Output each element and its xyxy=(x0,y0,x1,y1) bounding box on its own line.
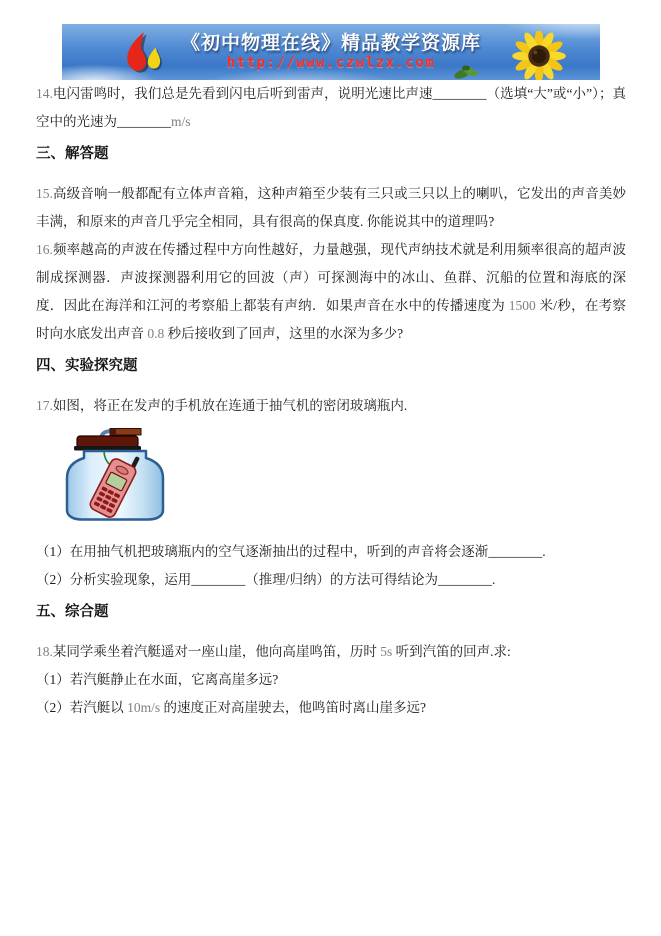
question-14 xyxy=(36,80,626,136)
question-16-text-a: 频率越高的声波在传播过程中方向性越好，力量越强，现代声纳技术就是利用频率很高的超声波制成探测器．声波探测器利用它的回波（声）可探测海中的冰山、鱼群、沉船的位置和海底的深度．因此在海洋和江河的考察船上都装有声纳．如果声音在水中的传播速度为 xyxy=(36,242,626,313)
question-16-value-time: 0.8 xyxy=(144,326,168,341)
leaf-icon xyxy=(452,62,482,80)
experiment-figure xyxy=(60,426,626,522)
question-17 xyxy=(36,392,626,420)
question-15-number: 15. xyxy=(36,186,53,201)
worksheet-content xyxy=(36,80,626,722)
question-14-unit: m/s xyxy=(171,114,191,129)
question-18-value-time: 5s xyxy=(376,644,396,659)
question-16-number: 16. xyxy=(36,242,53,257)
section-5-heading: 五、综合题 xyxy=(36,604,109,620)
question-17-part-2: （2）分析实验现象，运用________（推理/归纳）的方法可得结论为________. xyxy=(36,572,496,587)
question-18-part-2 xyxy=(36,694,626,722)
site-banner xyxy=(62,24,600,80)
question-17-text: 如图，将正在发声的手机放在连通于抽气机的密闭玻璃瓶内. xyxy=(52,398,408,413)
jar-phone-diagram xyxy=(60,426,185,522)
question-15 xyxy=(36,180,626,236)
banner-url: http://www.czwlzx.com xyxy=(226,55,436,71)
question-17-part-1: （1）在用抽气机把玻璃瓶内的空气逐渐抽出的过程中，听到的声音将会逐渐________. xyxy=(36,544,546,559)
question-15-text: 高级音响一般都配有立体声音箱，这种声箱至少装有三只或三只以上的喇叭，它发出的声音美妙丰满，和原来的声音几乎完全相同，具有很高的保真度. 你能说其中的道理吗? xyxy=(36,186,626,229)
question-16-value-speed: 1500 xyxy=(505,298,540,313)
question-18 xyxy=(36,638,626,666)
question-18-text-a: 某同学乘坐着汽艇遥对一座山崖，他向高崖鸣笛，历时 xyxy=(52,644,377,659)
section-3-heading: 三、解答题 xyxy=(36,146,109,162)
question-17-number: 17. xyxy=(36,398,53,413)
question-14-number: 14. xyxy=(36,86,53,101)
question-18-text-b: 听到汽笛的回声.求: xyxy=(395,644,511,659)
question-16-text-b: 米/秒，在考察时向水底发出声音 xyxy=(36,298,627,341)
section-4-heading: 四、实验探究题 xyxy=(36,358,138,374)
question-16-text-c: 秒后接收到了回声，这里的水深为多少? xyxy=(167,326,404,341)
question-18-part-2-text-a: （2）若汽艇以 xyxy=(36,700,124,715)
question-14-text: 电闪雷鸣时，我们总是先看到闪电后听到雷声，说明光速比声速________（选填“大”或“小”）；真空中的光速为________ xyxy=(36,86,626,129)
question-18-part-2-text-b: 的速度正对高崖驶去，他鸣笛时离山崖多远? xyxy=(163,700,427,715)
sunflower-icon xyxy=(510,31,568,80)
banner-title: 《初中物理在线》精品教学资源库 xyxy=(180,33,481,54)
question-18-part-1: （1）若汽艇静止在水面，它离高崖多远? xyxy=(36,672,279,687)
question-16 xyxy=(36,236,626,348)
question-18-number: 18. xyxy=(36,644,53,659)
pump-pipe-tip xyxy=(110,429,116,436)
question-18-part-2-speed: 10m/s xyxy=(123,700,164,715)
